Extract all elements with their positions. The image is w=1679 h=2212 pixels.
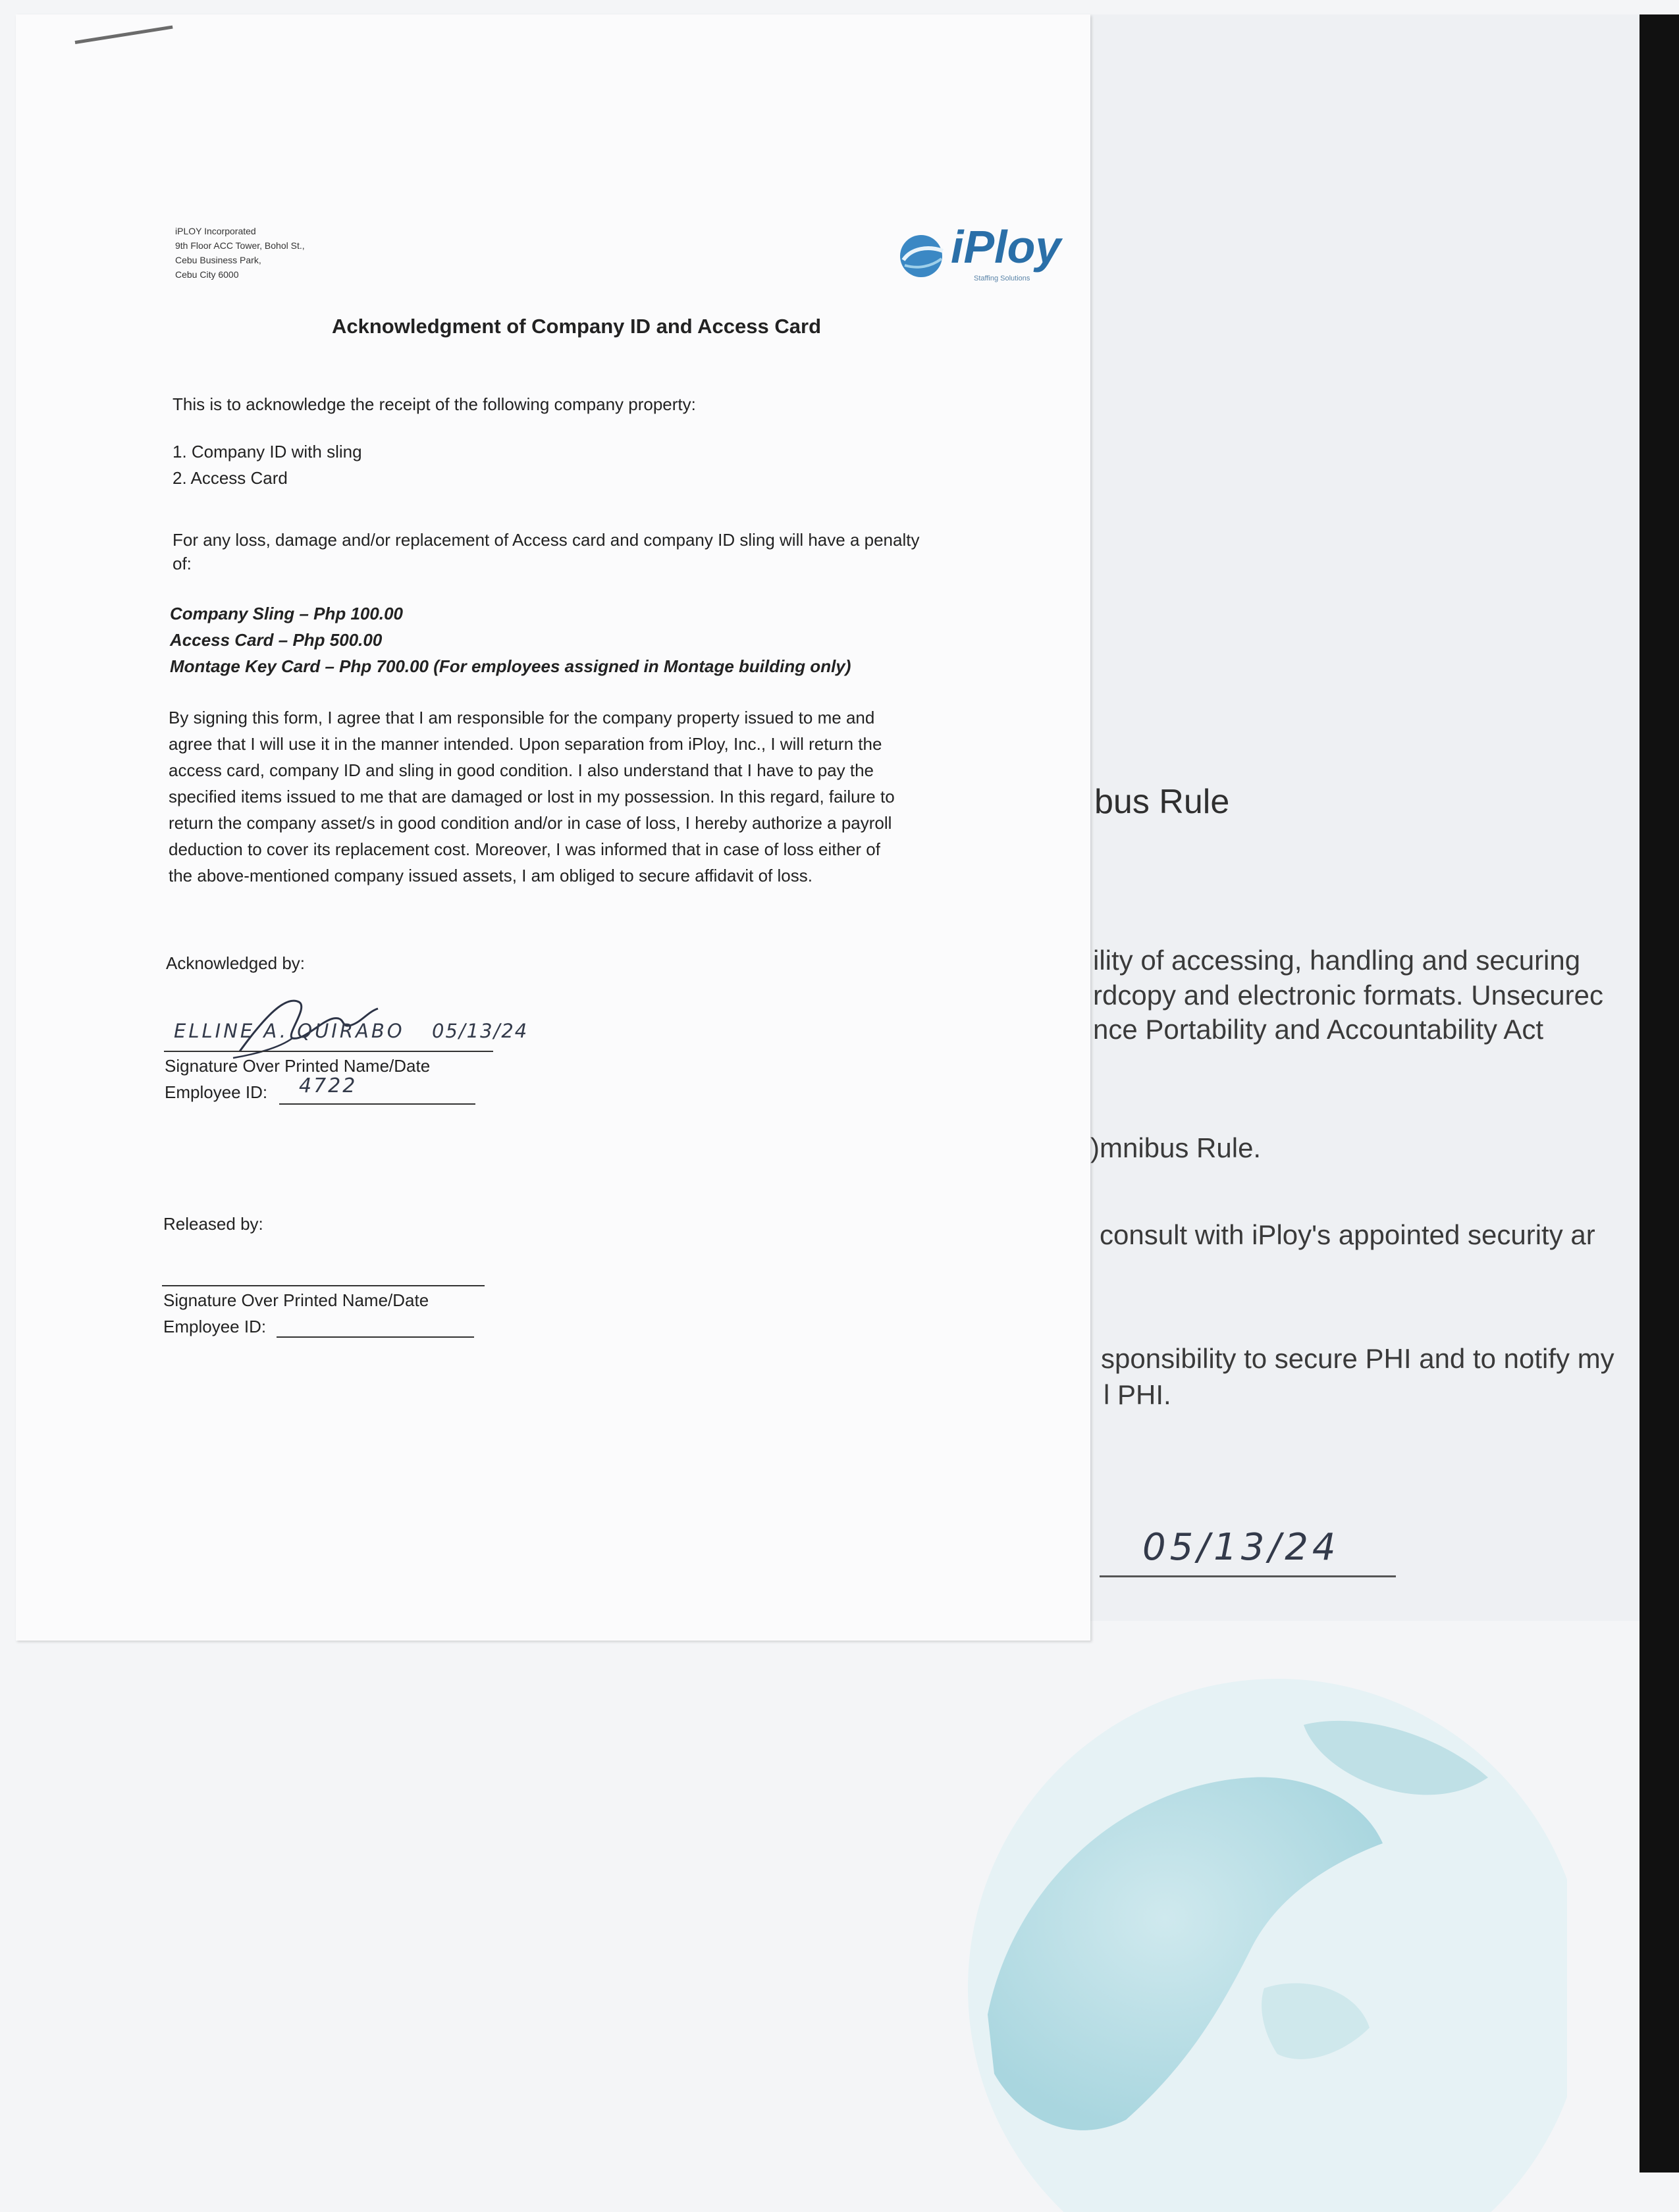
list-item: 2. Access Card <box>173 468 288 488</box>
penalty-item: Access Card – Php 500.00 <box>170 630 383 650</box>
intro-text <box>173 391 696 417</box>
penalty-list <box>170 600 851 679</box>
terms-line: agree that I will use it in the manner intended. Upon separation from iPloy, Inc., I will return the <box>169 734 882 754</box>
released-employee-id-label: Employee ID: <box>163 1317 267 1336</box>
back-page-text: )mnibus Rule. <box>1090 1132 1262 1163</box>
terms-line: access card, company ID and sling in good condition. I also understand that I have to pay the <box>169 760 874 780</box>
company-address <box>175 224 305 282</box>
terms-line: the above-mentioned company issued assets, I am obliged to secure affidavit of loss. <box>169 866 813 885</box>
penalty-intro-line: of: <box>173 554 192 573</box>
penalty-intro-line: For any loss, damage and/or replacement of Access card and company ID sling will have a penalty <box>173 530 920 550</box>
released-by-label: Released by: <box>163 1214 263 1234</box>
address-line: Cebu Business Park, <box>175 255 261 265</box>
logo-tagline: Staffing Solutions <box>974 275 1030 282</box>
property-list <box>173 438 362 491</box>
back-page-handwritten-date: 05/13/24 <box>1142 1526 1340 1569</box>
released-employee-id-line <box>277 1336 474 1338</box>
back-page-heading: bus Rule <box>1094 783 1230 821</box>
acknowledged-by-label: Acknowledged by: <box>166 953 306 973</box>
acknowledgment-form <box>16 14 1090 1641</box>
globe-watermark <box>909 1646 1567 2212</box>
released-signature-line <box>162 1285 485 1286</box>
globe-logo-icon <box>892 228 951 281</box>
back-page-text: consult with iPloy's appointed security ar <box>1100 1219 1595 1250</box>
document-title: Acknowledgment of Company ID and Access Card <box>332 315 822 338</box>
employee-id-line <box>279 1103 475 1105</box>
staple-mark <box>75 26 173 44</box>
intro-line: This is to acknowledge the receipt of the following company property: <box>173 394 696 414</box>
handwritten-acknowledge-date: 05/13/24 <box>432 1020 529 1042</box>
address-line: 9th Floor ACC Tower, Bohol St., <box>175 240 305 251</box>
penalty-item: Company Sling – Php 100.00 <box>170 604 403 623</box>
handwritten-printed-name: ELLINE A. QUIRABO <box>174 1020 405 1042</box>
released-signature-label: Signature Over Printed Name/Date <box>163 1290 429 1310</box>
signature-line <box>164 1051 493 1052</box>
list-item: 1. Company ID with sling <box>173 442 362 461</box>
signature-label: Signature Over Printed Name/Date <box>165 1056 431 1076</box>
back-page-text: sponsibility to secure PHI and to notify my <box>1101 1343 1614 1374</box>
address-line: iPLOY Incorporated <box>175 226 256 236</box>
terms-line: specified items issued to me that are damaged or lost in my possession. In this regard, failure to <box>169 787 895 806</box>
back-page-text: ility of accessing, handling and securing <box>1093 945 1581 976</box>
iploy-logo <box>892 221 1061 284</box>
back-page-text: nce Portability and Accountability Act <box>1093 1014 1544 1045</box>
back-page-text: l PHI. <box>1104 1379 1171 1410</box>
employee-id-label: Employee ID: <box>165 1082 268 1102</box>
penalty-item: Montage Key Card – Php 700.00 (For employees assigned in Montage building only) <box>170 656 851 676</box>
handwritten-employee-id: 4722 <box>299 1074 358 1097</box>
back-page-text: rdcopy and electronic formats. Unsecurec <box>1093 980 1604 1011</box>
terms-line: deduction to cover its replacement cost. Moreover, I was informed that in case of loss either of <box>169 839 880 859</box>
terms-line: return the company asset/s in good condition and/or in case of loss, I hereby authorize a payroll <box>169 813 892 833</box>
back-page-date-line <box>1100 1575 1396 1577</box>
terms-line: By signing this form, I agree that I am responsible for the company property issued to me and <box>169 708 875 727</box>
address-line: Cebu City 6000 <box>175 269 239 280</box>
penalty-intro <box>173 527 919 577</box>
terms-paragraph <box>169 704 895 889</box>
logo-wordmark: iPloy <box>951 221 1061 273</box>
scanner-edge <box>1639 14 1679 2172</box>
